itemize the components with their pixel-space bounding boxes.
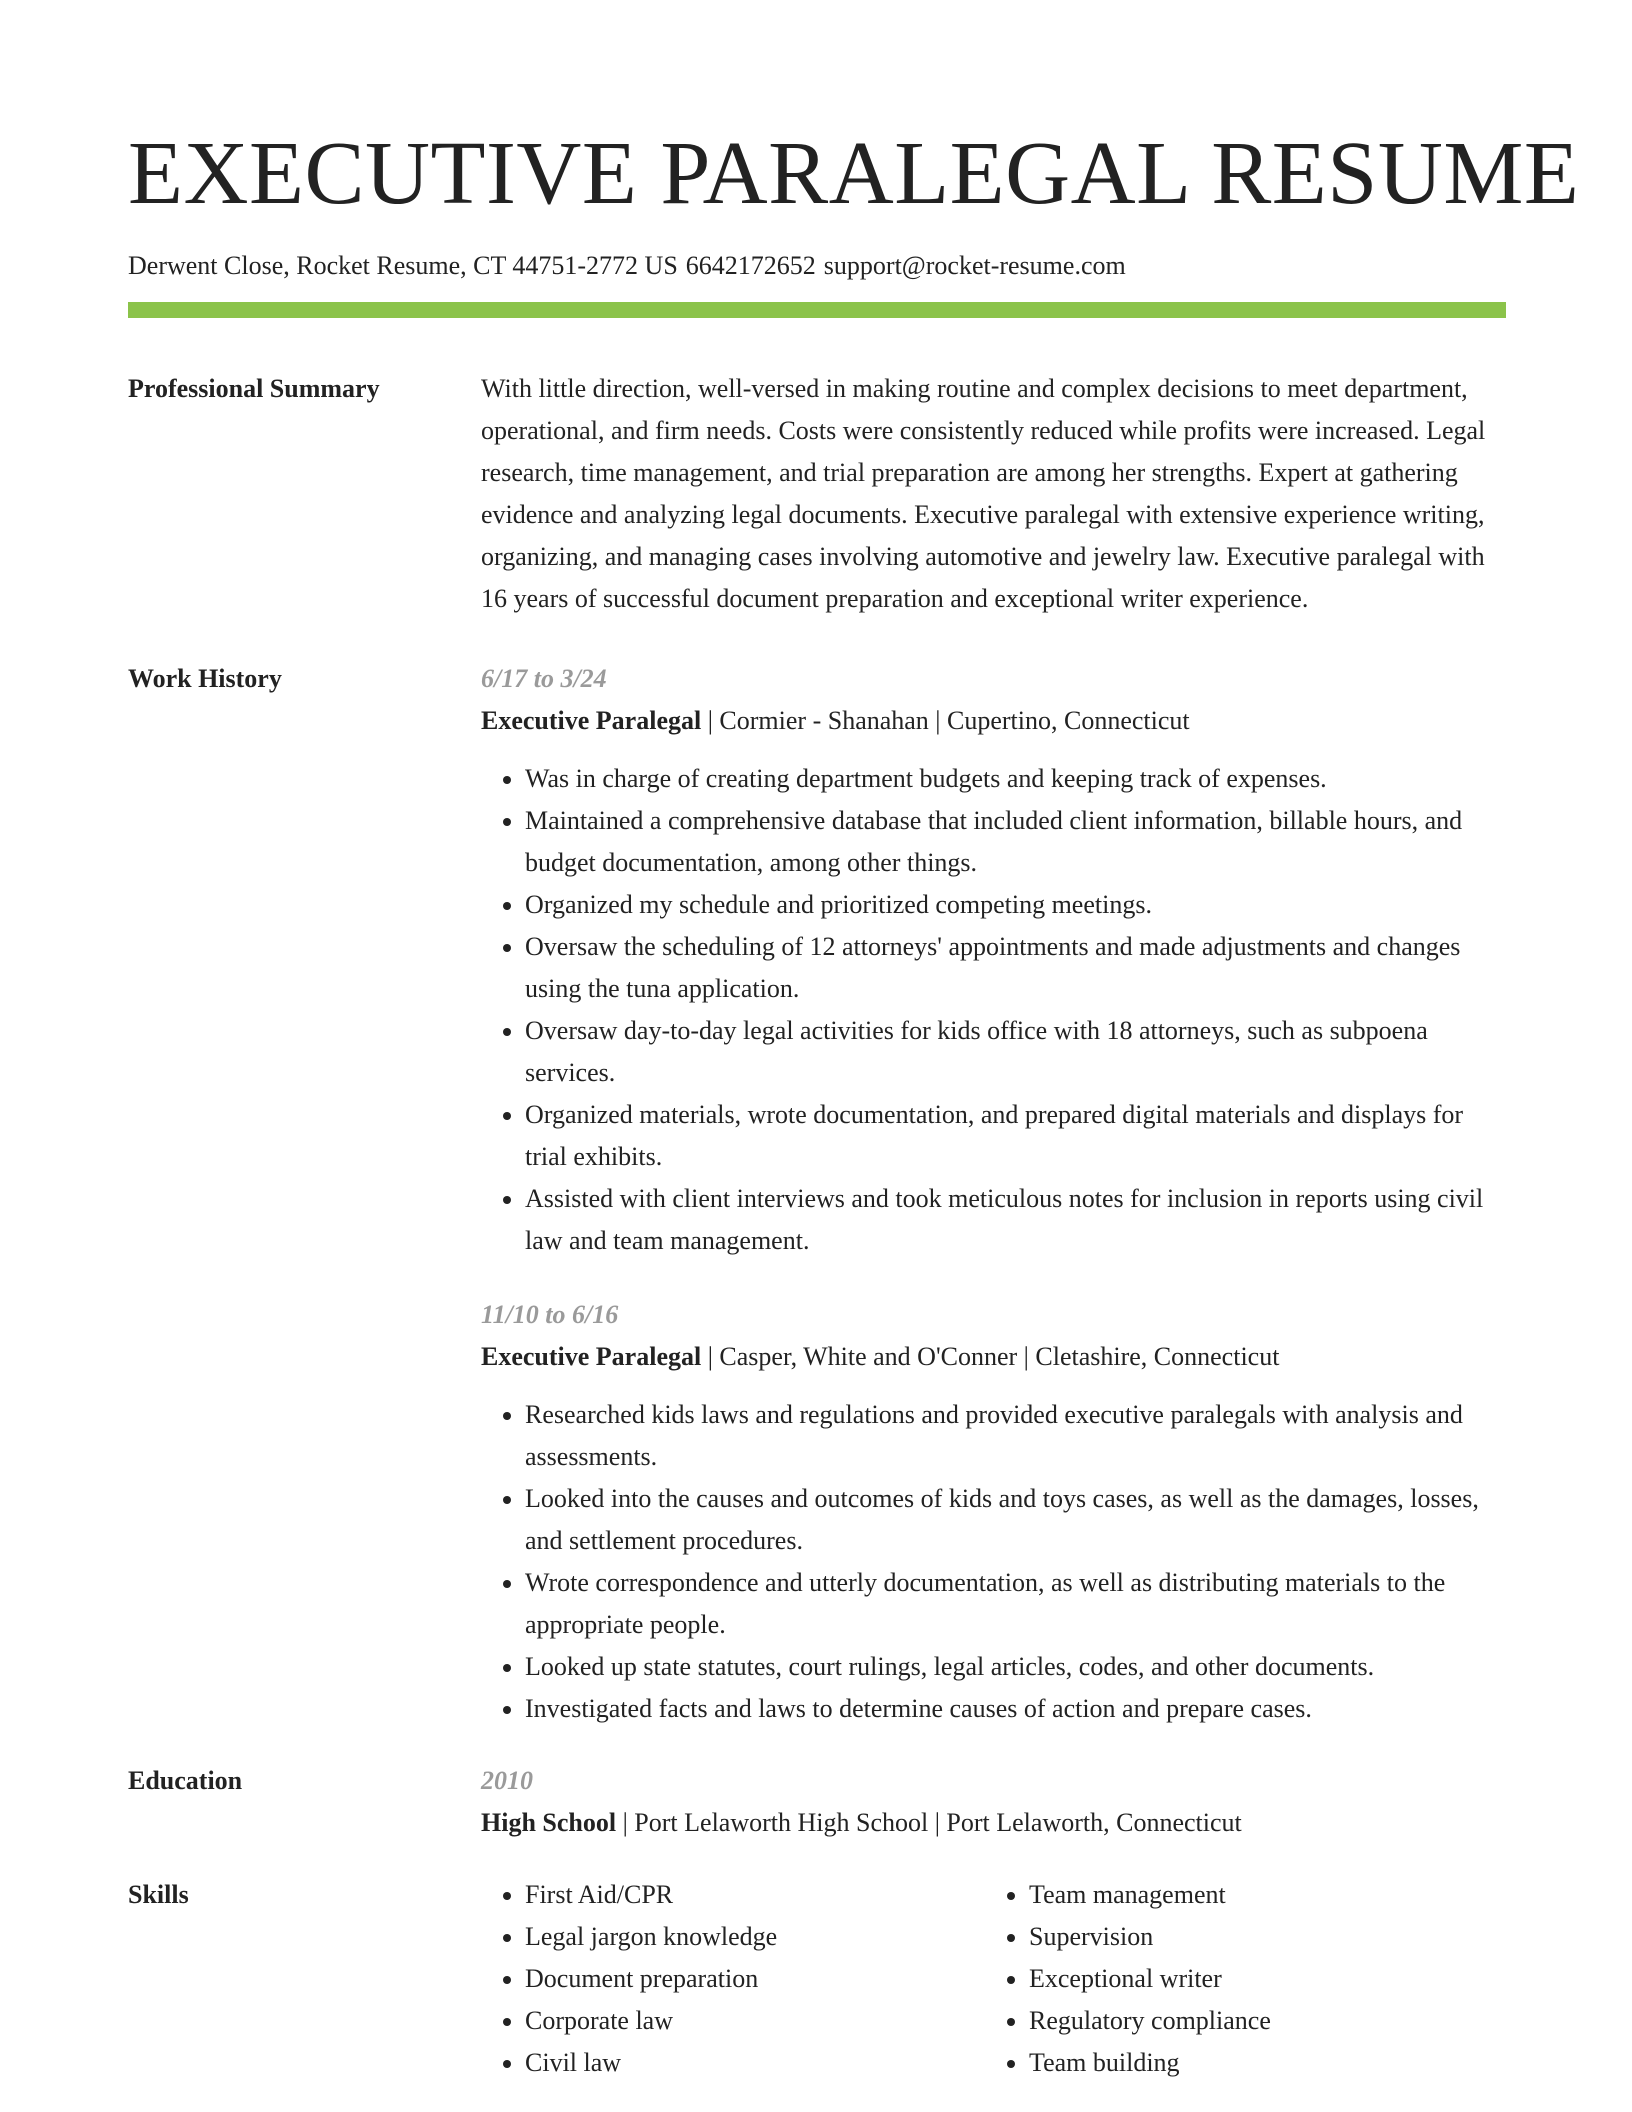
resume-title: EXECUTIVE PARALEGAL RESUME (128, 124, 1580, 223)
skill-item: • Team building (1029, 2042, 1506, 2084)
skills-list-left (481, 1874, 985, 2084)
header-divider (128, 302, 1506, 318)
work-history-label: Work History (128, 664, 282, 693)
skill-item: • Legal jargon knowledge (525, 1916, 985, 1958)
skills-list-right (985, 1874, 1506, 2084)
job-bullet: • Was in charge of creating department budgets and keeping track of expenses. (525, 758, 1506, 800)
skill-item: • Team management (1029, 1874, 1506, 1916)
skill-item: • Corporate law (525, 2000, 985, 2042)
work-history-section (128, 658, 1506, 1730)
job-bullet: • Wrote correspondence and utterly documentation, as well as distributing materials to the appropriate people. (525, 1562, 1506, 1646)
education-body (481, 1760, 1506, 1844)
job-bullet: • Oversaw the scheduling of 12 attorneys' appointments and made adjustments and changes using the tuna application. (525, 926, 1506, 1010)
skills-section (128, 1874, 1506, 2084)
contact-address: Derwent Close, Rocket Resume, CT 44751-2772 US (128, 251, 678, 280)
skills-columns (481, 1874, 1506, 2084)
resume-page (128, 0, 1580, 2084)
job-bullet: • Oversaw day-to-day legal activities for kids office with 18 attorneys, such as subpoena services. (525, 1010, 1506, 1094)
work-history-body (481, 658, 1506, 1730)
education-section (128, 1760, 1506, 1844)
skill-item: • Document preparation (525, 1958, 985, 2000)
education-details: | Port Lelaworth High School | Port Lelaworth, Connecticut (616, 1808, 1242, 1837)
job-heading (481, 1336, 1506, 1378)
job-dates: 11/10 to 6/16 (481, 1300, 619, 1329)
job-bullet: • Investigated facts and laws to determine causes of action and prepare cases. (525, 1688, 1506, 1730)
contact-line (128, 250, 1506, 282)
summary-body (481, 368, 1506, 620)
education-degree: High School (481, 1808, 617, 1837)
job-bullet: • Maintained a comprehensive database that included client information, billable hours, and budget documentation, among other things. (525, 800, 1506, 884)
job-details: | Casper, White and O'Conner | Cletashire, Connecticut (701, 1342, 1280, 1371)
job-bullets (481, 758, 1506, 1262)
summary-section (128, 368, 1506, 620)
job-details: | Cormier - Shanahan | Cupertino, Connecticut (701, 706, 1190, 735)
education-year: 2010 (481, 1766, 533, 1795)
job-bullet: • Assisted with client interviews and took meticulous notes for inclusion in reports using civil law and team management. (525, 1178, 1506, 1262)
contact-email: support@rocket-resume.com (823, 251, 1126, 280)
job-bullet: • Looked into the causes and outcomes of kids and toys cases, as well as the damages, losses, and settlement procedures. (525, 1478, 1506, 1562)
job-bullet: • Organized materials, wrote documentation, and prepared digital materials and displays for trial exhibits. (525, 1094, 1506, 1178)
job-title: Executive Paralegal (481, 1342, 702, 1371)
job-bullets (481, 1394, 1506, 1730)
summary-label: Professional Summary (128, 374, 380, 403)
education-label: Education (128, 1766, 243, 1795)
job-heading (481, 700, 1506, 742)
skill-item: • Exceptional writer (1029, 1958, 1506, 2000)
job-title: Executive Paralegal (481, 706, 702, 735)
job-bullet: • Organized my schedule and prioritized competing meetings. (525, 884, 1506, 926)
job-bullet: • Looked up state statutes, court rulings, legal articles, codes, and other documents. (525, 1646, 1506, 1688)
education-heading (481, 1802, 1506, 1844)
contact-phone: 6642172652 (685, 251, 816, 280)
skill-item: • Regulatory compliance (1029, 2000, 1506, 2042)
summary-text: With little direction, well-versed in making routine and complex decisions to meet department, operational, and firm needs. Costs were consistently reduced while profits were increased. Legal research, time management, and trial preparation are among her strengths. Expert at gathering evidence and analyzing legal documents. Executive paralegal with extensive experience writing, organizing, and managing cases involving automotive and jewelry law. Executive paralegal with 16 years of successful document preparation and exceptional writer experience. (481, 374, 1486, 613)
job-entry (481, 658, 1506, 1262)
skills-label: Skills (128, 1880, 189, 1909)
skill-item: • First Aid/CPR (525, 1874, 985, 1916)
job-entry (481, 1294, 1506, 1730)
job-dates: 6/17 to 3/24 (481, 664, 607, 693)
skills-body (481, 1874, 1506, 2084)
skill-item: • Supervision (1029, 1916, 1506, 1958)
skill-item: • Civil law (525, 2042, 985, 2084)
job-bullet: • Researched kids laws and regulations and provided executive paralegals with analysis and assessments. (525, 1394, 1506, 1478)
